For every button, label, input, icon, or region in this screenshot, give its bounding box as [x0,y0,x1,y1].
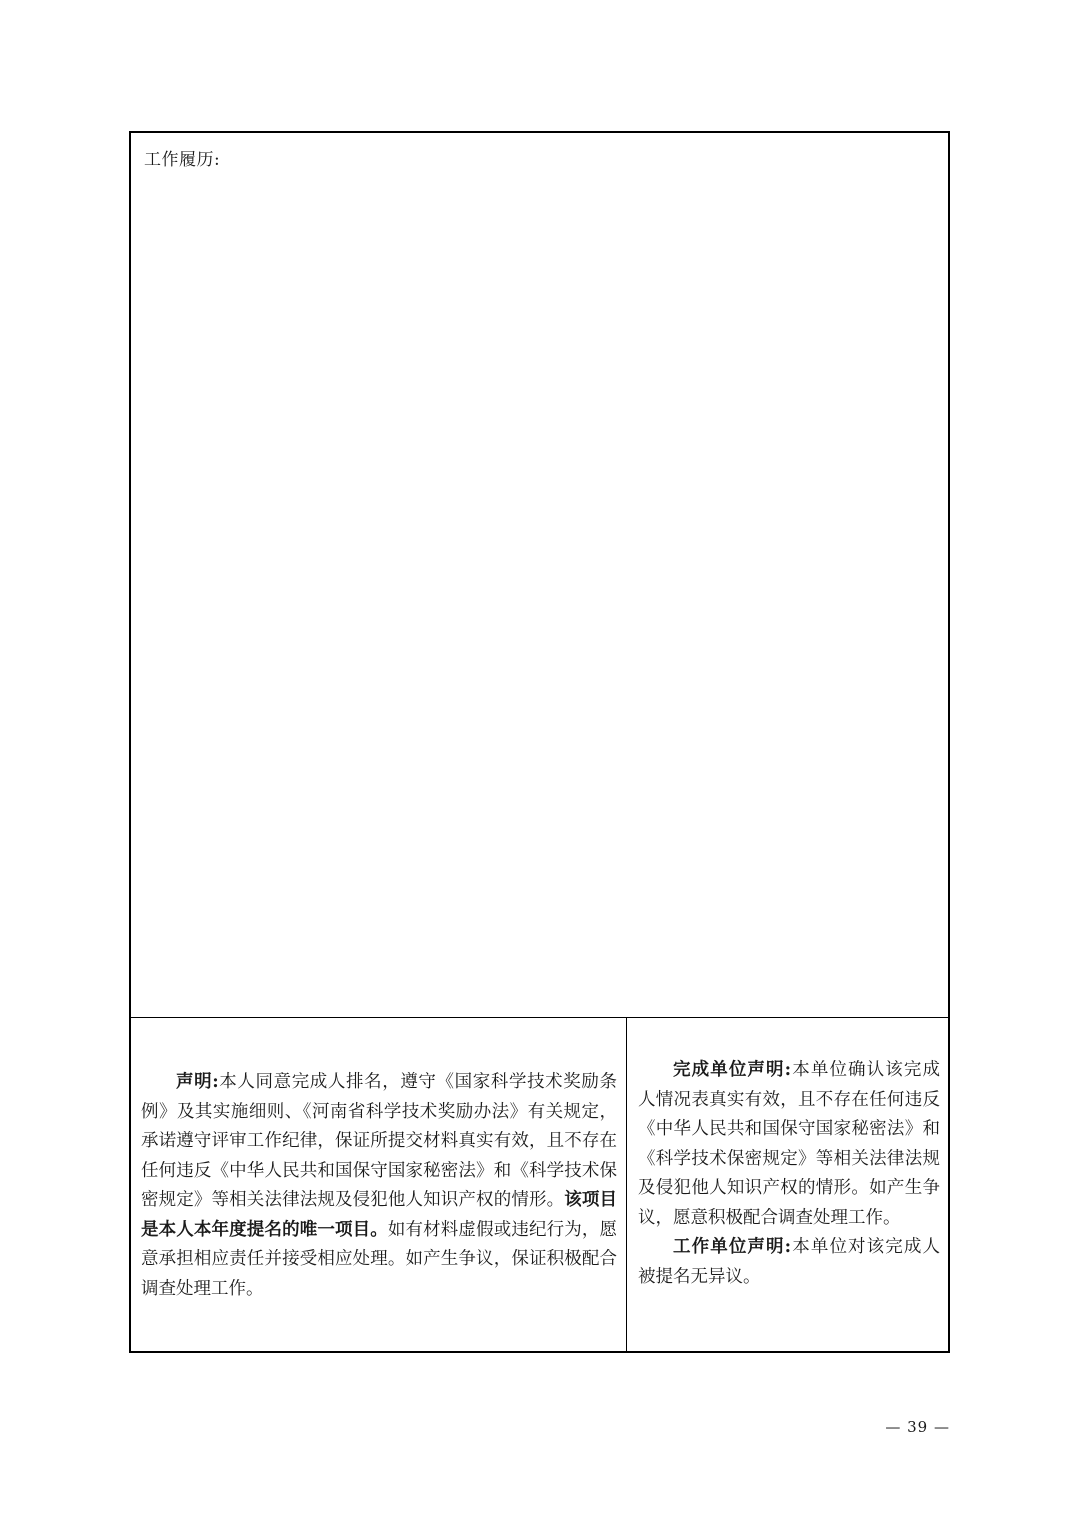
work-unit-declaration-paragraph [638,1233,940,1292]
personal-declaration-text-part2: 如有材料虚假或违纪行为，愿意承担相应责任并接受相应处理。如产生争议，保证积极配合调查处理工作。 [141,1219,618,1299]
work-history-label: 工作履历: [144,150,221,170]
completion-unit-declaration-text: 本单位确认该完成人情况表真实有效，且不存在任何违反《中华人民共和国保守国家秘密法》和《科学技术保密规定》等相关法律法规及侵犯他人知识产权的情形。如产生争议，愿意积极配合调查处理工作。 [638,1060,940,1228]
work-unit-declaration-text: 本单位对该完成人被提名无异议。 [638,1237,940,1287]
completion-unit-declaration-paragraph [638,1056,940,1233]
completion-unit-declaration-label: 完成单位声明: [673,1060,792,1080]
personal-declaration-text-part1: 本人同意完成人排名，遵守《国家科学技术奖励条例》及其实施细则、《河南省科学技术奖励办法》有关规定，承诺遵守评审工作纪律，保证所提交材料真实有效，且不存在任何违反《中华人民共和国保守国家秘密法》和《科学技术保密规定》等相关法律法规及侵犯他人知识产权的情形。 [141,1072,617,1210]
page-number: — 39 — [885,1418,950,1436]
completer-info-form-table [129,131,950,1353]
sole-nomination-statement: 该项目是本人本年度提名的唯一项目。 [141,1190,618,1240]
personal-declaration-cell [131,1018,627,1351]
unit-declarations-cell [628,1018,948,1351]
unit-declarations-block [638,1056,940,1292]
personal-declaration-label: 声明: [176,1072,219,1092]
work-history-cell [131,133,948,1018]
personal-declaration-paragraph [141,1068,617,1304]
work-unit-declaration-label: 工作单位声明: [673,1237,792,1257]
